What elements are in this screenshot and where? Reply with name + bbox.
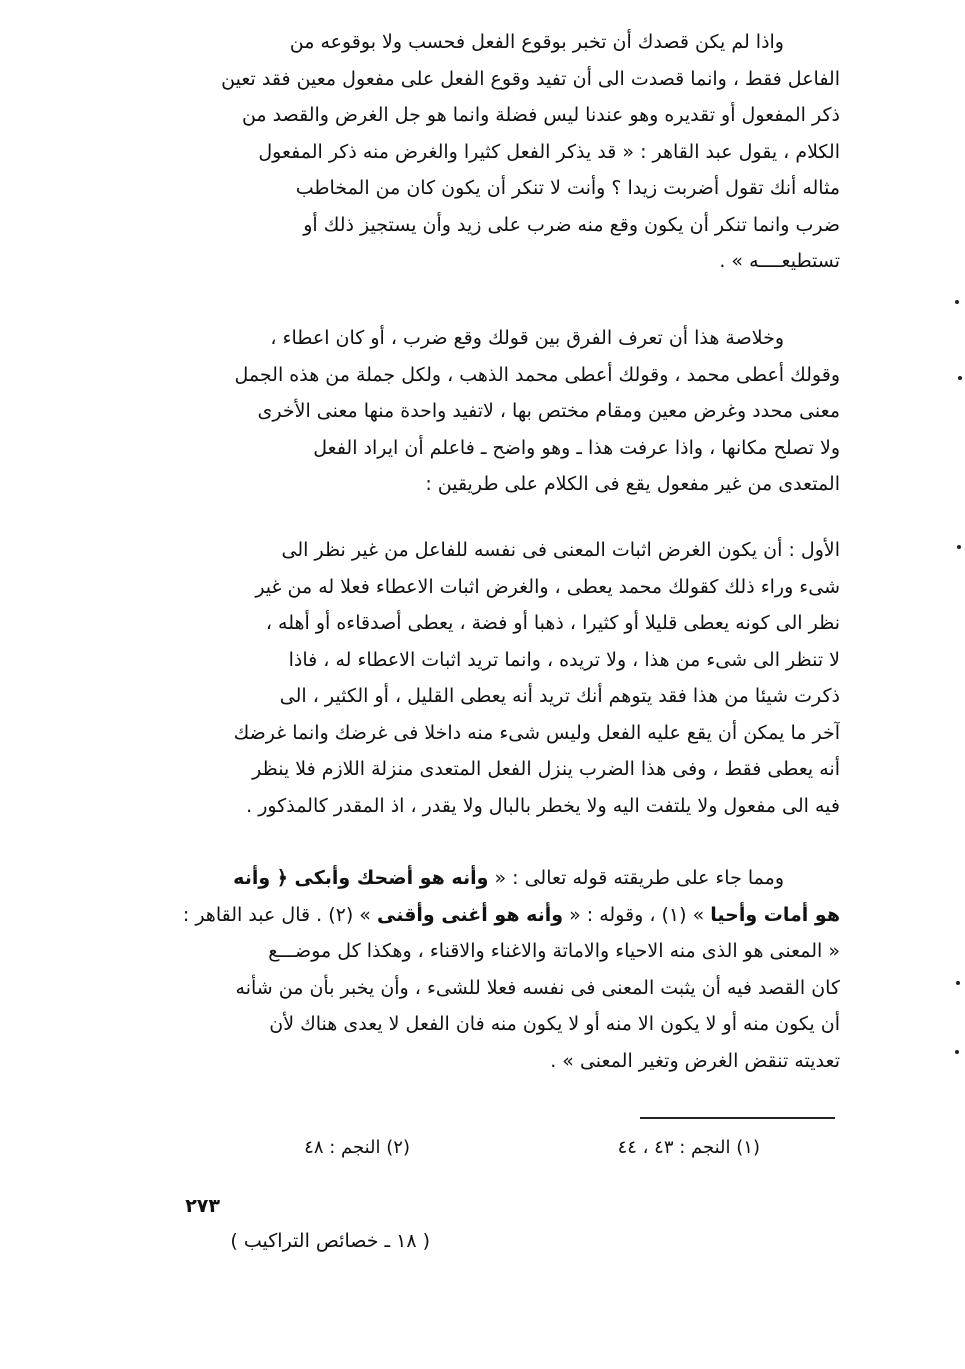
paragraph-line: وقولك أعطى محمد ، وقولك أعطى محمد الذهب ، ولكل جملة من هذه الجمل	[234, 363, 840, 386]
paragraph-line: ولا تصلح مكانها ، واذا عرفت هذا ـ وهو واضح ـ فاعلم أن ايراد الفعل	[313, 436, 840, 459]
margin-speck	[956, 981, 960, 985]
paragraph-line	[150, 897, 840, 934]
paragraph-line: شىء وراء ذلك كقولك محمد يعطى ، والغرض اثبات الاعطاء فعلا له من غير	[255, 575, 840, 598]
footnote-1: (١) النجم : ٤٣ ، ٤٤	[617, 1137, 760, 1158]
paragraph-line: نظر الى كونه يعطى قليلا أو كثيرا ، ذهبا أو فضة ، يعطى أصدقاءه أو أهله ،	[265, 612, 840, 634]
paragraph-line: ذكرت شيئا من هذا فقد يتوهم أنك تريد أنه يعطى القليل ، أو الكثير ، الى	[279, 685, 840, 707]
plain-text: » (٢) . قال عبد القاهر :	[182, 903, 377, 926]
paragraph-line: آخر ما يمكن أن يقع عليه الفعل وليس شىء منه داخلا فى غرضك وانما غرضك	[233, 721, 840, 744]
paragraph-1	[150, 24, 840, 280]
footnote-2: (٢) النجم : ٤٨	[304, 1137, 410, 1158]
signature-mark: ( ١٨ ـ خصائص التراكيب )	[230, 1230, 430, 1252]
paragraph-line: لا تنظر الى شىء من هذا ، ولا تريده ، وانما تريد اثبات الاعطاء له ، فاذا	[288, 648, 840, 671]
margin-speck	[957, 545, 961, 549]
quran-quote: هو أمات وأحيا	[710, 903, 840, 926]
paragraph-line: ضرب وانما تنكر أن يكون وقع منه ضرب على زيد وأن يستجيز ذلك أو	[303, 213, 840, 236]
plain-text: » (١) ، وقوله : «	[563, 903, 711, 926]
paragraph-line: المتعدى من غير مفعول يقع فى الكلام على طريقين :	[425, 473, 840, 495]
paragraph-line: كان القصد فيه أن يثبت المعنى فى نفسه فعلا للشىء ، وأن يخبر بأن من شأنه	[235, 976, 840, 999]
paragraph-line: تستطيعــــه » .	[719, 250, 840, 272]
margin-speck	[955, 300, 959, 304]
paragraph-line: تعديته تنقض الغرض وتغير المعنى » .	[550, 1049, 840, 1072]
quran-quote: وأنه هو أغنى وأقنى	[376, 903, 564, 926]
paragraph-line: أن يكون منه أو لا يكون الا منه أو لا يكون منه فان الفعل لا يعدى هناك لأن	[269, 1013, 840, 1035]
paragraph-4	[150, 860, 840, 1079]
paragraph-2	[150, 320, 840, 503]
paragraph-line: مثاله أنك تقول أضربت زيدا ؟ وأنت لا تنكر أن يكون كان من المخاطب	[295, 177, 840, 199]
footnote-divider	[640, 1117, 835, 1119]
paragraph-line: واذا لم يكن قصدك أن تخبر بوقوع الفعل فحسب ولا بوقوعه من	[289, 31, 784, 53]
quran-quote: وأنه هو أضحك وأبكى ﴿ وأنه	[233, 867, 489, 889]
margin-speck	[955, 1050, 959, 1054]
paragraph-line: فيه الى مفعول ولا يلتفت اليه ولا يخطر بالبال ولا يقدر ، اذ المقدر كالمذكور .	[246, 794, 840, 817]
paragraph-line: معنى محدد وغرض معين ومقام مختص بها ، لاتفيد واحدة منها معنى الأخرى	[257, 400, 840, 422]
margin-speck	[958, 376, 962, 380]
paragraph-line	[150, 860, 840, 897]
paragraph-line: « المعنى هو الذى منه الاحياء والاماتة والاغناء والاقناء ، وهكذا كل موضـــع	[268, 940, 840, 962]
paragraph-line: ذكر المفعول أو تقديره وهو عندنا ليس فضلة وانما هو جل الغرض والقصد من	[241, 104, 840, 126]
paragraph-line: أنه يعطى فقط ، وفى هذا الضرب ينزل الفعل المتعدى منزلة اللازم فلا ينظر	[252, 758, 840, 780]
paragraph-line: الكلام ، يقول عبد القاهر : « قد يذكر الفعل كثيرا والغرض منه ذكر المفعول	[258, 140, 840, 163]
plain-text: ومما جاء على طريقته قوله تعالى : «	[488, 867, 784, 889]
page-number: ٢٧٣	[185, 1195, 220, 1217]
paragraph-line: وخلاصة هذا أن تعرف الفرق بين قولك وقع ضرب ، أو كان اعطاء ،	[270, 327, 784, 349]
paragraph-3	[150, 532, 840, 824]
paragraph-line: الفاعل فقط ، وانما قصدت الى أن تفيد وقوع الفعل على مفعول معين فقد تعين	[221, 67, 840, 90]
paragraph-line: الأول : أن يكون الغرض اثبات المعنى فى نفسه للفاعل من غير نظر الى	[281, 539, 840, 561]
